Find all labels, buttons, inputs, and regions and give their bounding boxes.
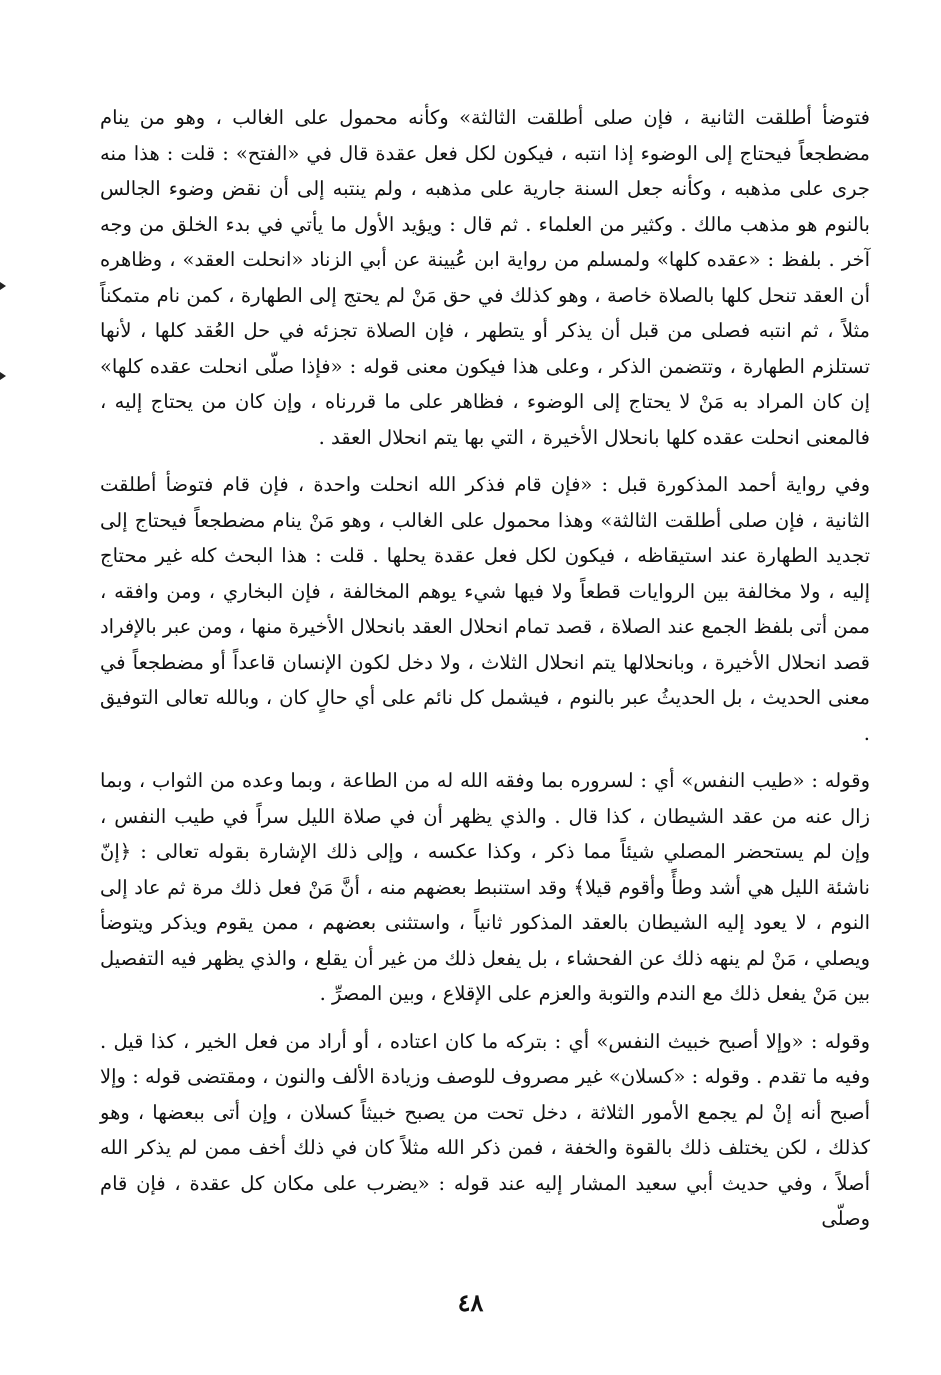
margin-mark-icon — [0, 282, 6, 290]
paragraph-2: وفي رواية أحمد المذكورة قبل : «فإن قام فذكر الله انحلت واحدة ، فإن قام فتوضأ أطلقت الثانية ، فإن صلى أطلقت الثالثة» وهذا محمول على الغالب ، وهو مَنْ ينام مضطجعاً فيحتاج إلى تجديد الطهارة عند استيقاظه ، فيكون لكل فعل عقدة يحلها . قلت : هذا البحث كله غير محتاج إليه ، ولا مخالفة بين الروايات قطعاً ولا فيها شيء يوهم المخالفة ، فإن البخاري ، ومن وافقه ، ممن أتى بلفظ الجمع عند الصلاة ، قصد تمام انحلال العقد بانحلال الأخيرة منها ، ومن عبر بالإفراد قصد انحلال الأخيرة ، وبانحلالها يتم انحلال الثلاث ، ولا دخل لكون الإنسان قاعداً أو مضطجعاً في معنى الحديث ، بل الحديثُ عبر بالنوم ، فيشمل كل نائم على أي حالٍ كان ، وبالله تعالى التوفيق . — [100, 473, 870, 745]
margin-mark-icon — [0, 372, 6, 380]
page-number: ٤٨ — [457, 1288, 484, 1317]
page-body — [100, 100, 870, 1270]
paragraph-4: وقوله : «وإلا أصبح خبيث النفس» أي : بتركه ما كان اعتاده ، أو أراد من فعل الخير ، كذا قيل . وفيه ما تقدم . وقوله : «كسلان» غير مصروف للوصف وزيادة الألف والنون ، ومقتضى قوله : وإلا أصبح أنه إنْ لم يجمع الأمور الثلاثة ، دخل تحت من يصبح خبيثاً كسلان ، وإن أتى ببعضها ، وهو كذلك ، لكن يختلف ذلك بالقوة والخفة ، فمن ذكر الله مثلاً كان في ذلك أخف ممن لم يذكر الله أصلاً ، وفي حديث أبي سعيد المشار إليه عند قوله : «يضرب على مكان كل عقدة ، فإن قام وصلّى — [100, 1029, 870, 1230]
paragraph-1: فتوضأ أطلقت الثانية ، فإن صلى أطلقت الثالثة» وكأنه محمول على الغالب ، وهو من ينام مضطجعاً فيحتاج إلى الوضوء إذا انتبه ، فيكون لكل فعل عقدة قال في «الفتح» : قلت : هذا منه جرى على مذهبه ، وكأنه جعل السنة جارية على مذهبه ، ولم ينتبه إلى أن نقض وضوء الجالس بالنوم هو مذهب مالك . وكثير من العلماء . ثم قال : ويؤيد الأول ما يأتي في بدء الخلق من وجه آخر . بلفظ : «عقده كلها» ولمسلم من رواية ابن عُيينة عن أبي الزناد «انحلت العقد» ، وظاهره أن العقد تنحل كلها بالصلاة خاصة ، وهو كذلك في حق مَنْ لم يحتج إلى الطهارة ، كمن نام متمكناً مثلاً ، ثم انتبه فصلى من قبل أن يذكر أو يتطهر ، فإن الصلاة تجزئه في حل العُقد كلها ، لأنها تستلزم الطهارة ، وتتضمن الذكر ، وعلى هذا فيكون معنى قوله : «فإذا صلّى انحلت عقده كلها» إن كان المراد به مَنْ لا يحتاج إلى الوضوء ، فظاهر على ما قررناه ، وإن كان من يحتاج إليه ، فالمعنى انحلت عقده كلها بانحلال الأخيرة ، التي بها يتم انحلال العقد . — [100, 106, 870, 449]
paragraph-3: وقوله : «طيب النفس» أي : لسروره بما وفقه الله له من الطاعة ، وبما وعده من الثواب ، وبما زال عنه من عقد الشيطان ، كذا قال . والذي يظهر أن في صلاة الليل سراً في طيب النفس ، وإن لم يستحضر المصلي شيئاً مما ذكر ، وكذا عكسه ، وإلى ذلك الإشارة بقوله تعالى : ﴿إنّ ناشئة الليل هي أشد وطأً وأقوم قيلا﴾ وقد استنبط بعضهم منه ، أنَّ مَنْ فعل ذلك مرة ثم عاد إلى النوم ، لا يعود إليه الشيطان بالعقد المذكور ثانياً ، واستثنى بعضهم ، ممن يقوم ويذكر ويتوضأ ويصلي ، مَنْ لم ينهه ذلك عن الفحشاء ، بل يفعل ذلك من غير أن يقلع ، والذي يظهر فيه التفصيل بين مَنْ يفعل ذلك مع الندم والتوبة والعزم على الإقلاع ، وبين المصرِّ . — [100, 769, 870, 1005]
